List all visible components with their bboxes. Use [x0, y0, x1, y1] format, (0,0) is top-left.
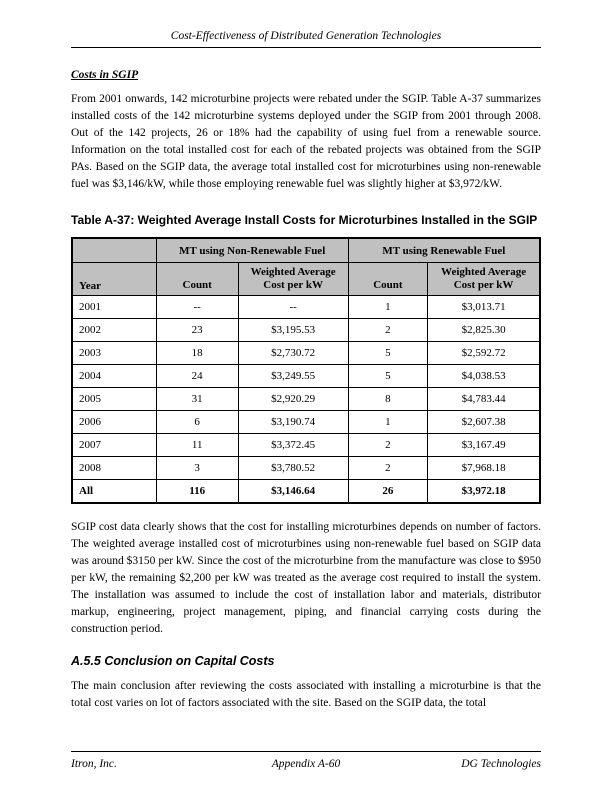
- column-header-year: Year: [72, 263, 156, 296]
- year-cell: 2003: [72, 342, 156, 365]
- r-cost-cell: $7,968.18: [428, 457, 540, 480]
- nr-cost-cell: $2,920.29: [238, 388, 348, 411]
- r-cost-cell: $2,592.72: [428, 342, 540, 365]
- r-count-cell: 2: [348, 319, 428, 342]
- section-heading-costs-in-sgip: Costs in SGIP: [71, 69, 139, 81]
- r-count-cell: 8: [348, 388, 428, 411]
- table-row: [72, 342, 540, 365]
- year-cell: 2004: [72, 365, 156, 388]
- table-row: [72, 319, 540, 342]
- year-cell: 2008: [72, 457, 156, 480]
- table-row: [72, 457, 540, 480]
- r-count-cell: 5: [348, 365, 428, 388]
- table-caption: Table A-37: Weighted Average Install Costs for Microturbines Installed in the SGIP: [71, 213, 538, 227]
- r-cost-cell: $2,607.38: [428, 411, 540, 434]
- nr-cost-cell: $3,372.45: [238, 434, 348, 457]
- r-count-cell: 26: [348, 480, 428, 504]
- column-header-r-count: Count: [348, 263, 428, 296]
- paragraph-conclusion: The main conclusion after reviewing the costs associated with installing a microturbine is that the total cost varies on lot of factors associated with the site. Based on the SGIP data, the total: [71, 680, 541, 709]
- paragraph-sgip-intro: From 2001 onwards, 142 microturbine projects were rebated under the SGIP. Table A-37 summarizes installed costs of the 142 microturbine systems deployed under the SGIP from 2001 through 2008. Out of the 142 projects, 26 or 18% had the capability of using fuel from a renewable source. Information on the total installed cost for each of the rebated projects was obtained from the SGIP PAs. Based on the SGIP data, the average total installed cost for microturbines using non-renewable fuel was $3,146/kW, while those employing renewable fuel was slightly higher at $3,972/kW.: [71, 93, 541, 190]
- footer-section: DG Technologies: [461, 758, 541, 770]
- install-costs-table: [71, 237, 541, 504]
- table-row: [72, 296, 540, 319]
- r-cost-cell: $3,013.71: [428, 296, 540, 319]
- nr-cost-cell: $2,730.72: [238, 342, 348, 365]
- nr-count-cell: 23: [156, 319, 238, 342]
- empty-corner-cell: [72, 238, 156, 263]
- table-group-header-row: [72, 238, 540, 263]
- year-cell: 2005: [72, 388, 156, 411]
- nr-count-cell: 116: [156, 480, 238, 504]
- r-count-cell: 2: [348, 434, 428, 457]
- year-cell: 2007: [72, 434, 156, 457]
- r-cost-cell: $4,038.53: [428, 365, 540, 388]
- r-cost-cell: $3,167.49: [428, 434, 540, 457]
- r-count-cell: 2: [348, 457, 428, 480]
- nr-count-cell: 18: [156, 342, 238, 365]
- nr-cost-cell: $3,195.53: [238, 319, 348, 342]
- column-header-nr-count: Count: [156, 263, 238, 296]
- nr-count-cell: 3: [156, 457, 238, 480]
- column-header-nr-cost: Weighted Average Cost per kW: [238, 263, 348, 296]
- year-cell: 2006: [72, 411, 156, 434]
- nr-count-cell: 6: [156, 411, 238, 434]
- r-cost-cell: $4,783.44: [428, 388, 540, 411]
- table-row: [72, 365, 540, 388]
- table-row: [72, 388, 540, 411]
- group-header-renewable: MT using Renewable Fuel: [348, 238, 540, 263]
- year-cell: All: [72, 480, 156, 504]
- nr-count-cell: --: [156, 296, 238, 319]
- footer-company: Itron, Inc.: [71, 758, 117, 770]
- table-row: [72, 434, 540, 457]
- nr-count-cell: 11: [156, 434, 238, 457]
- nr-count-cell: 31: [156, 388, 238, 411]
- r-cost-cell: $3,972.18: [428, 480, 540, 504]
- year-cell: 2002: [72, 319, 156, 342]
- page-footer: [71, 751, 541, 770]
- nr-cost-cell: --: [238, 296, 348, 319]
- r-count-cell: 1: [348, 296, 428, 319]
- paragraph-cost-analysis: SGIP cost data clearly shows that the cost for installing microturbines depends on number of factors. The weighted average installed cost of microturbines using non-renewable fuel based on SGIP data was around $3150 per kW. Since the cost of the microturbine from the manufacture was close to $950 per kW, the remaining $2,200 per kW was treated as the average cost required to install the system. The installation was assumed to include the cost of installation labor and materials, distributor markup, engineering, project management, piping, and financial carrying costs during the construction period.: [71, 521, 541, 635]
- group-header-nonrenewable: MT using Non-Renewable Fuel: [156, 238, 348, 263]
- nr-cost-cell: $3,249.55: [238, 365, 348, 388]
- r-count-cell: 1: [348, 411, 428, 434]
- table-column-header-row: [72, 263, 540, 296]
- nr-cost-cell: $3,190.74: [238, 411, 348, 434]
- table-row: [72, 411, 540, 434]
- nr-cost-cell: $3,146.64: [238, 480, 348, 504]
- nr-cost-cell: $3,780.52: [238, 457, 348, 480]
- nr-count-cell: 24: [156, 365, 238, 388]
- r-count-cell: 5: [348, 342, 428, 365]
- running-header-title: Cost-Effectiveness of Distributed Generation Technologies: [170, 30, 442, 42]
- running-header: [71, 30, 541, 48]
- column-header-r-cost: Weighted Average Cost per kW: [428, 263, 540, 296]
- table-total-row: [72, 480, 540, 504]
- r-cost-cell: $2,825.30: [428, 319, 540, 342]
- year-cell: 2001: [72, 296, 156, 319]
- footer-page-label: Appendix A-60: [271, 758, 341, 770]
- subsection-heading-conclusion: A.5.5 Conclusion on Capital Costs: [71, 654, 275, 668]
